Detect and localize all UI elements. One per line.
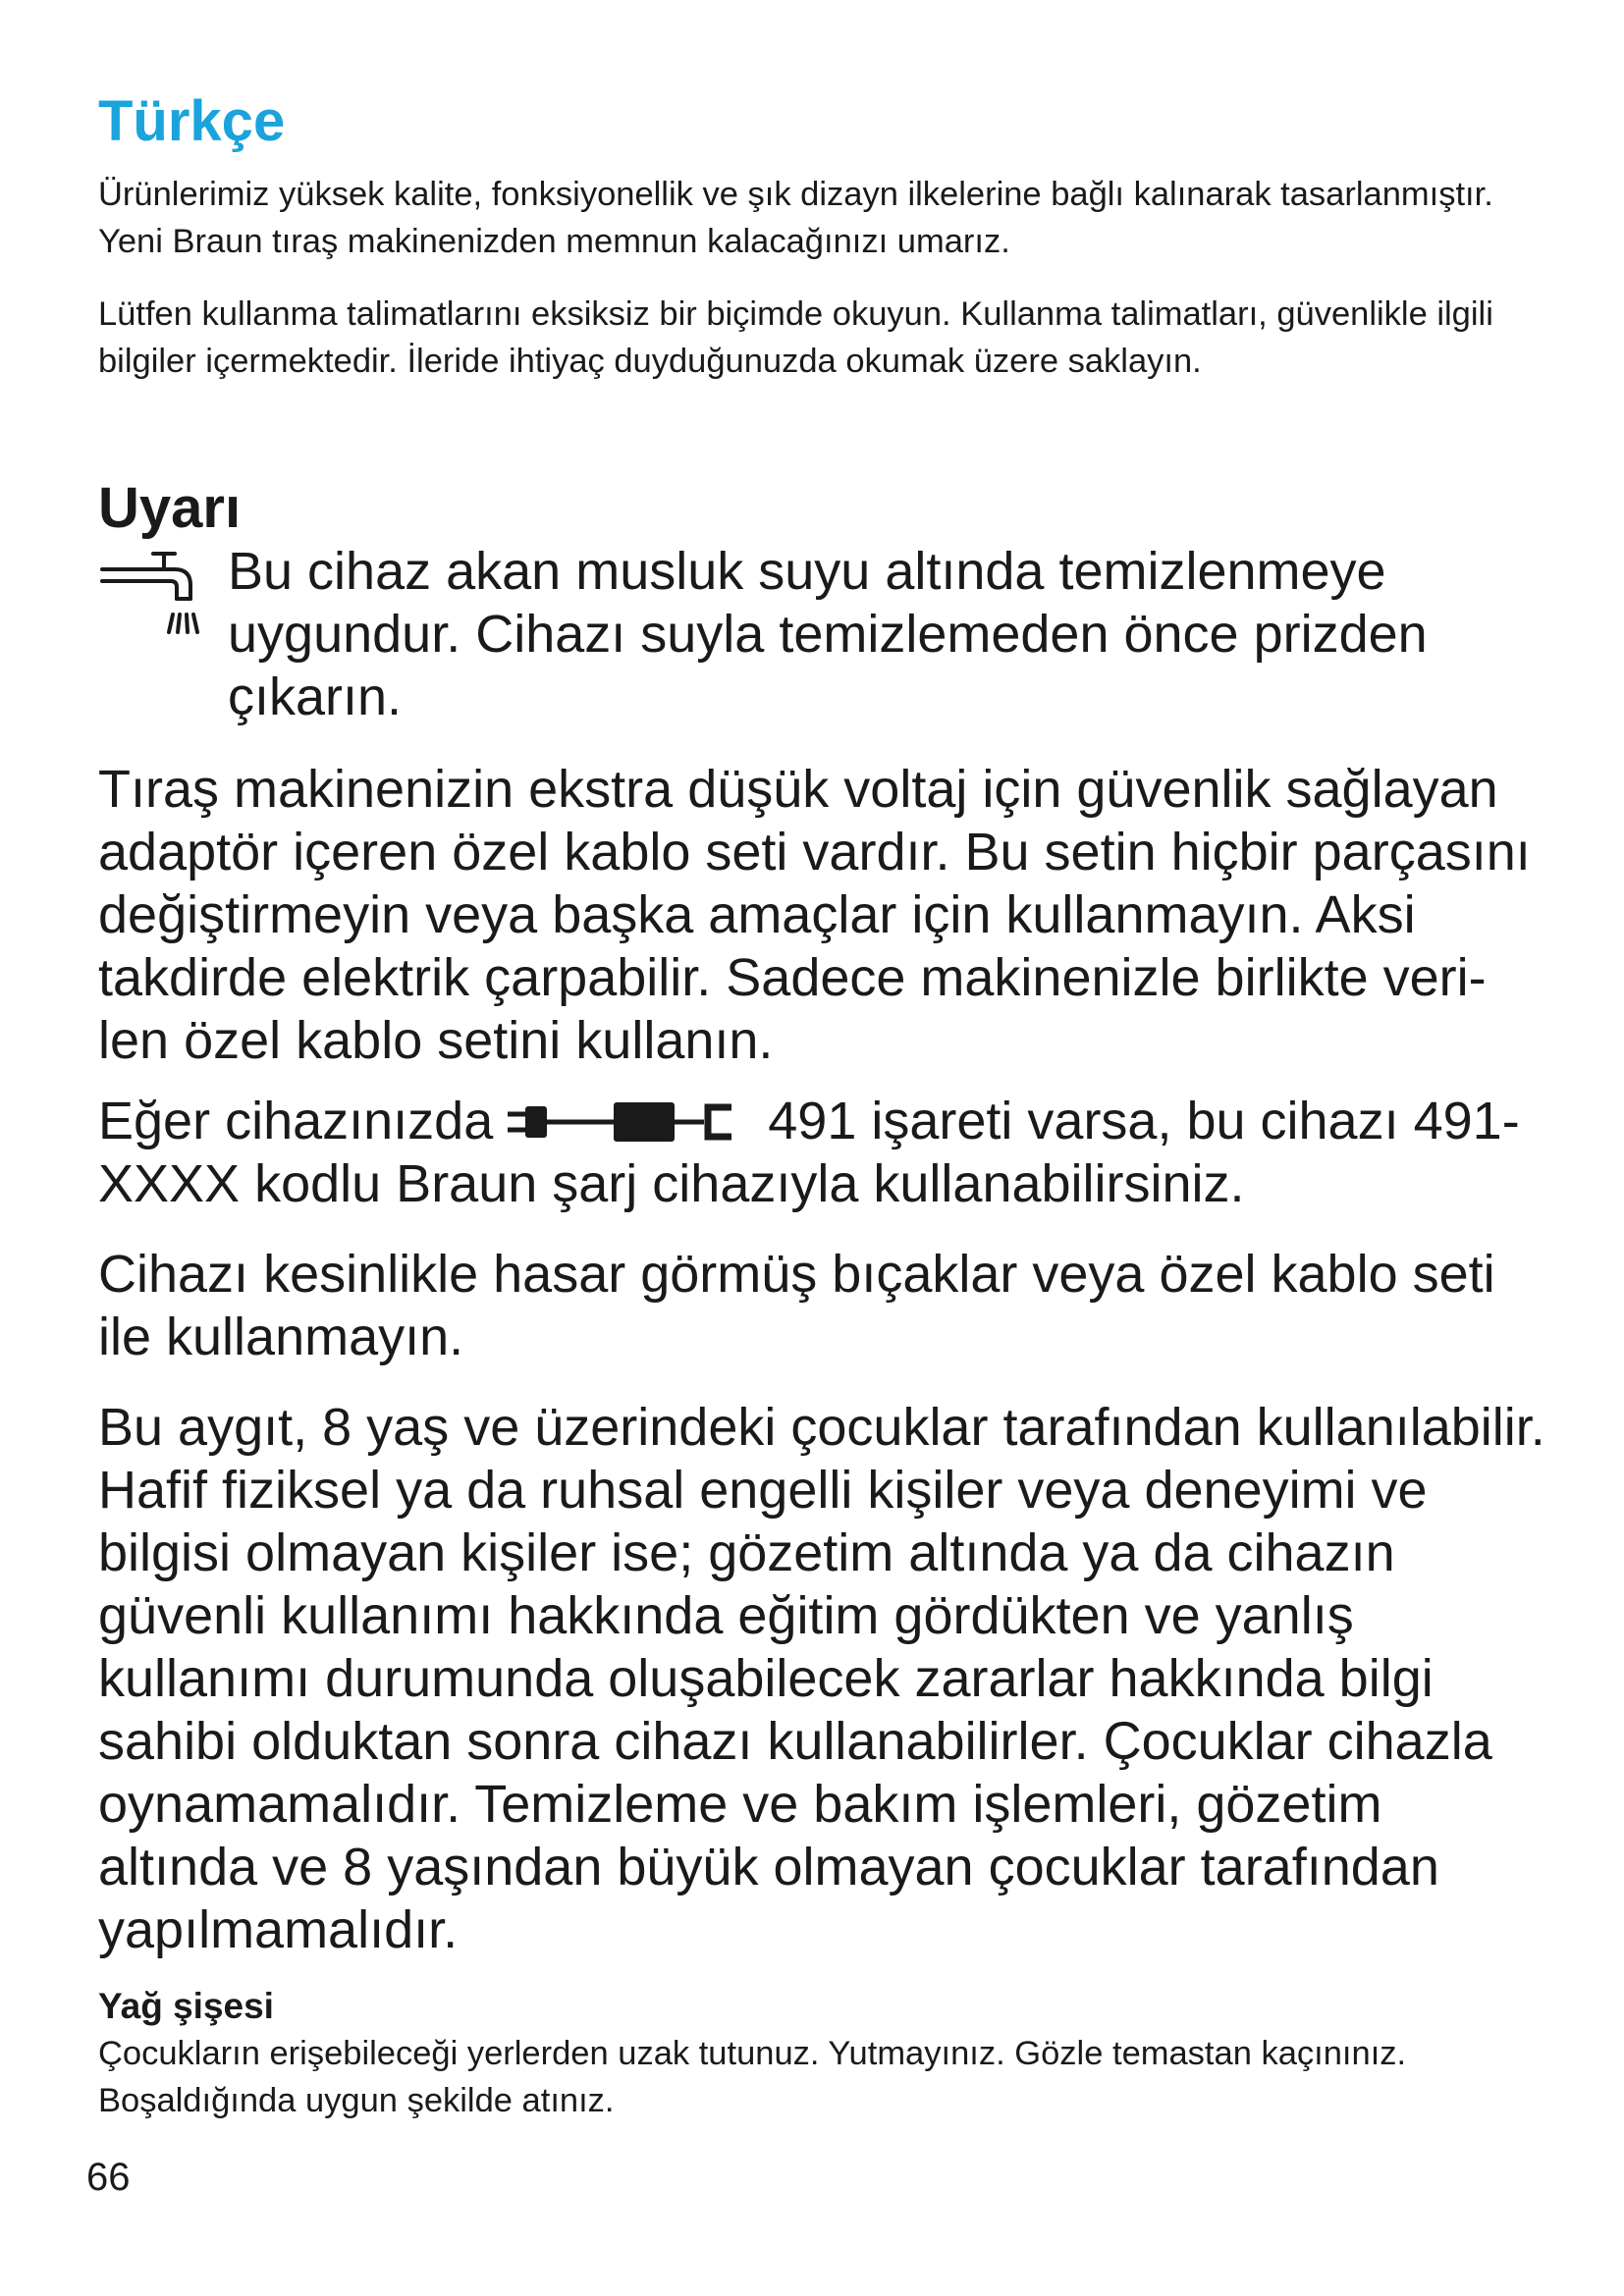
language-heading: Türkçe <box>98 89 286 153</box>
cable-set-paragraph: Tıraş makinenizin ekstra düşük voltaj için güvenlik sağlayan adaptör içeren özel kablo seti vardır. Bu setin hiçbir parçasını değiştirmeyin veya başka amaçlar için kullanmayın. Aksi takdirde elektrik çarpabilir. Sadece makinenizle birlikte veri-len özel kablo setini kullanın. <box>98 760 1531 1070</box>
intro-paragraph-2: Lütfen kullanma talimatlarını eksiksiz bir biçimde okuyun. Kullanma talimatları, güvenlikle ilgili bilgiler içermektedir. İleride ihtiyaç duyduğunuzda okumak üzere saklayın. <box>98 295 1493 380</box>
oil-bottle-heading: Yağ şişesi <box>98 1986 274 2026</box>
tap-cleaning-text: Bu cihaz akan musluk suyu altında temizlenmeye uygundur. Cihazı suyla temizlemeden önce prizden çıkarın. <box>228 542 1428 726</box>
page-number: 66 <box>86 2156 131 2199</box>
charger-text-before: Eğer cihazınızda <box>98 1092 494 1150</box>
water-tap-icon <box>98 548 216 656</box>
plug-adapter-icon <box>508 1099 753 1145</box>
damaged-parts-paragraph: Cihazı kesinlikle hasar görmüş bıçaklar veya özel kablo seti ile kullanmayın. <box>98 1245 1495 1366</box>
children-paragraph: Bu aygıt, 8 yaş ve üzerindeki çocuklar tarafından kullanılabilir. Hafif fiziksel ya da ruhsal engelli kişiler veya deneyimi ve bilgisi olmayan kişiler ise; gözetim altında ya da cihazın güvenli kullanımı hakkında eğitim gördükten ve yanlış kullanımı durumunda oluşabilecek zararlar hakkında bilgi sahibi olduktan sonra cihazı kullanabilirler. Çocuklar cihazla oynamamalıdır. Temizleme ve bakım işlemleri, gözetim altında ve 8 yaşından büyük olmayan çocuklar tarafından yapılmamalıdır. <box>98 1398 1545 1959</box>
oil-bottle-text: Çocukların erişebileceği yerlerden uzak tutunuz. Yutmayınız. Gözle temastan kaçınınız. Boşaldığında uygun şekilde atınız. <box>98 2035 1407 2119</box>
charger-text-after: 491 işareti varsa, bu cihazı 491-XXXX kodlu Braun şarj cihazıyla kullanabilirsiniz. <box>98 1092 1520 1213</box>
charger-paragraph <box>98 1090 1551 1215</box>
intro-paragraph-1: Ürünlerimiz yüksek kalite, fonksiyonellik ve şık dizayn ilkelerine bağlı kalınarak tasarlanmıştır. Yeni Braun tıraş makinenizden memnun kalacağınızı umarız. <box>98 176 1493 260</box>
warning-heading: Uyarı <box>98 476 242 540</box>
